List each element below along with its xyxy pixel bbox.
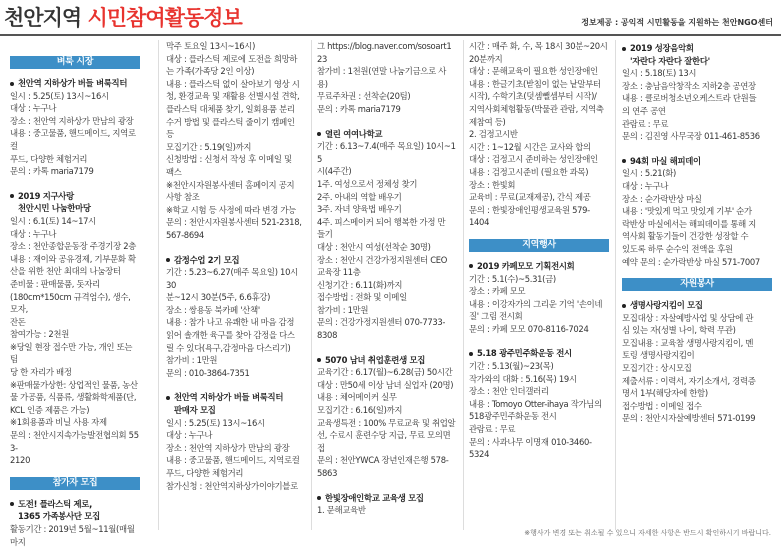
detail-line: 물 가공품, 식품류, 생활화학제품(단, xyxy=(10,392,137,403)
detail-line: 시간 : 매주 화, 수, 목 18시 30분~20시 xyxy=(469,41,608,51)
detail-line: 작가와의 대화 : 5.16(목) 19시 xyxy=(469,373,577,384)
column-divider xyxy=(463,40,464,530)
bullet-icon xyxy=(317,358,321,362)
detail-line: 문의 : 사과나무 이명재 010-3460- xyxy=(469,436,592,447)
detail-line: 대상 : 플라스틱 제로에 도전을 희망하 xyxy=(166,53,298,64)
detail-line: 락반상 마실에서는 해피데이를 통해 지 xyxy=(622,218,757,229)
detail-line: 내용 : Tomoyo Otter-ihaya 작가님의 xyxy=(469,398,602,409)
detail-line: 등 xyxy=(166,129,174,140)
detail-line: 20분까지 xyxy=(469,53,503,64)
detail-line: 접 xyxy=(317,442,325,453)
title-main: 천안지역 xyxy=(4,6,88,30)
detail-line: 내용 : 참가 나고 유쾌한 내 마음 감정 xyxy=(166,317,295,328)
provider-note: 정보제공 : 공익적 시민활동을 지원하는 천안NGO센터 xyxy=(581,18,773,27)
detail-line: 참가신청 : 천안역지하상가이야기블로 xyxy=(166,480,298,491)
event-title: 천안역 지하상가 버들 벼룩직터 xyxy=(10,77,140,90)
detail-line: 기간 : 6.13~7.4(매주 목요일) 10시~15 xyxy=(317,141,456,164)
event-details xyxy=(317,366,456,479)
detail-line: 접수방법 : 전화 및 이메일 xyxy=(317,292,407,303)
detail-line: 활동기간 : 2019년 5월~11월(매월 마지 xyxy=(10,524,137,547)
event-title: 5.18 광주민주화운동 전시 xyxy=(469,347,609,360)
detail-line: 문의 : 010-3864-7351 xyxy=(166,367,250,378)
detail-line: 문의 : 천안시자원봉사센터 521-2318, xyxy=(166,217,302,228)
detail-line: 푸드, 다양한 체험거리 xyxy=(10,153,88,164)
bullet-icon xyxy=(469,352,473,356)
detail-line: 릴 수 있다(욕구,감정마음 다스리기) xyxy=(166,342,291,353)
detail-line: 문의 : 김진영 사무국장 011-461-8536 xyxy=(622,131,760,142)
detail-line: 시작), 수학기초(덧셈뺄셈부터 시작)/ xyxy=(469,91,597,102)
detail-line: 1. 문해교육반 xyxy=(317,505,366,516)
detail-line: 4주. 피스메이커 되어 행복한 가정 만 xyxy=(317,216,446,227)
event-details xyxy=(166,417,305,493)
detail-line: 당 한 자리가 배정 xyxy=(10,367,72,378)
detail-line: 푸드, 다양한 체험거리 xyxy=(166,468,244,478)
section-header-volunteer: 자원봉사 xyxy=(622,278,772,291)
event-title: 2019 카페모모 기획전시회 xyxy=(469,260,609,273)
detail-line: 장소 : 쌍용동 북카페 '산책' xyxy=(166,304,260,315)
detail-line: 2주. 아내의 역할 배우기 xyxy=(317,191,402,202)
section-header-flea-market: 벼룩 시장 xyxy=(10,56,140,69)
detail-line: 는 가족(가족당 2인 이상) xyxy=(166,66,255,77)
event-details xyxy=(469,40,609,229)
bullet-icon xyxy=(469,264,473,268)
detail-line: 문의 : 카페 모모 070-8116-7024 xyxy=(469,323,589,334)
detail-line: 선, 수료시 훈련수당 지급, 무료 모의면 xyxy=(317,430,451,441)
event-title: 생명사랑지킴이 모집 xyxy=(622,299,772,312)
section-header-local-events: 지역행사 xyxy=(469,239,609,252)
event-title: 94회 마실 해피데이 xyxy=(622,155,772,168)
detail-line: 대상 : 누구나 xyxy=(622,180,669,191)
event-title: 5070 남녀 취업훈련생 모집 xyxy=(317,354,456,367)
detail-line: 모집기간 : 5.19(일)까지 xyxy=(166,141,252,152)
detail-line: 플라스틱 대체품 찾기, 일회용품 분리 xyxy=(166,103,295,114)
detail-line: 일시 : 5.21(화) xyxy=(622,168,676,179)
event-title: 천안역 지하상가 버들 벼룩직터 xyxy=(166,391,305,404)
section-header-recruit: 참가자 모집 xyxy=(10,477,140,490)
event-subtitle: '자란다 자란다 잘한다' xyxy=(630,55,710,66)
detail-line: 2. 검정고시반 xyxy=(469,129,518,140)
detail-line: 장소 : 천안시 건강가정지원센터 CEO xyxy=(317,254,448,265)
detail-line: 산을 위한 천안 최대의 나눔장터 xyxy=(10,266,121,277)
event-details xyxy=(10,215,140,467)
event-title: 도전! 플라스틱 제로, xyxy=(10,498,140,511)
detail-line: 기간 : 5.1(수)~5.31(금) xyxy=(469,273,556,284)
detail-line: 1주. 여성으로서 정체성 찾기 xyxy=(317,178,418,189)
detail-line: 제출서류 : 이력서, 자기소개서, 경력증 xyxy=(622,375,756,386)
event-subtitle: 1365 가족봉사단 모집 xyxy=(18,511,100,522)
detail-line: 내용 : 플라스틱 없이 살아보기 영상 시 xyxy=(166,78,300,89)
detail-line: 관람료 : 무료 xyxy=(469,424,516,435)
column-divider xyxy=(311,40,312,530)
detail-line: 모집대상 : 자살예방사업 및 상담에 관 xyxy=(622,312,754,323)
detail-line: 내용 : 중고물품, 핸드메이드, 지역로컬 xyxy=(10,128,136,151)
detail-line: 문의 : 건강가정지원센터 070-7733- xyxy=(317,317,446,328)
column-3 xyxy=(317,40,456,538)
column-divider xyxy=(615,40,616,530)
detail-line: 장소 : 천안역 지하상가 만남의 광장 xyxy=(166,442,290,453)
detail-line: 대상 : 검정고시 준비하는 성인장애인 xyxy=(469,154,598,165)
bullet-icon xyxy=(622,159,626,163)
detail-line: 5863 xyxy=(317,468,338,478)
detail-line: 교육기간 : 6.17(월)~6.28(금) 50시간 xyxy=(317,367,453,378)
event-details xyxy=(622,312,772,425)
detail-line: 들기 xyxy=(317,229,333,240)
event-subtitle: 판매자 모집 xyxy=(174,405,216,416)
bullet-icon xyxy=(10,82,14,86)
detail-line: ※1회용품과 비닐 사용 자제 xyxy=(10,417,107,428)
detail-line: 문의 : 한빛장애인평생교육원 579- xyxy=(469,204,590,215)
detail-line: (180cm*150cm 규격엄수), 생수, 모자, xyxy=(10,291,133,315)
detail-line: 참가비 : 1만원 xyxy=(317,304,369,315)
footnote: ※행사가 변경 또는 취소될 수 있으니 자세한 사항은 반드시 확인하시기 바랍니다. xyxy=(524,529,771,537)
detail-line: 기간 : 5.13(월)~23(목) xyxy=(469,361,554,372)
detail-line: 토링 생명사랑지킴이 xyxy=(622,350,695,361)
event-details xyxy=(469,273,609,336)
detail-line: 시(4주간) xyxy=(317,166,352,177)
detail-line: 대상 : 누구나 xyxy=(10,103,57,114)
bullet-icon xyxy=(166,258,170,262)
detail-line: 잔돈 xyxy=(10,316,26,327)
event-title: 열린 여여나학교 xyxy=(317,128,456,141)
bullet-icon xyxy=(317,496,321,500)
header xyxy=(0,0,781,34)
column-2 xyxy=(166,40,305,538)
event-details xyxy=(469,360,609,461)
event-subtitle: 천안시민 나눔한마당 xyxy=(18,203,91,214)
detail-line: 지역사회체험활동(박물관 관람, 지역축 xyxy=(469,103,604,114)
detail-line: 수거 방법 및 플라스틱 줄이기 캠페인 xyxy=(166,116,295,127)
detail-line: 교육생특전 : 100% 무료교육 및 취업알 xyxy=(317,417,456,428)
bullet-icon xyxy=(622,47,626,51)
detail-line: 교육비 : 무료(교재제공), 간식 제공 xyxy=(469,192,591,203)
detail-line: 예약 문의 : 순가락반상 마실 571-7007 xyxy=(622,256,760,267)
event-title: 2019 성장음악회 xyxy=(622,42,772,55)
detail-line: 대상 : 문해교육이 필요한 성인장애인 xyxy=(469,66,598,77)
detail-line: 518광주민주화운동 전시 xyxy=(469,411,557,422)
detail-line: 장소 : 천안종합운동장 주경기장 2층 xyxy=(10,241,137,252)
event-details xyxy=(317,40,456,116)
detail-line: KCL 인증 제품은 가능) xyxy=(10,404,90,415)
event-details xyxy=(317,504,456,517)
detail-line: 일시 : 5.25(토) 13시~16시 xyxy=(166,417,265,428)
detail-line: 팩스 xyxy=(166,166,182,177)
detail-line: 막주 토요일 13시~16시) xyxy=(166,41,256,51)
detail-line: 시간 : 1~12월 시간은 교사와 합의 xyxy=(469,141,591,152)
page-title xyxy=(4,2,242,32)
event-details xyxy=(10,523,140,548)
column-5 xyxy=(622,40,772,538)
bullet-icon xyxy=(622,304,626,308)
bullet-icon xyxy=(166,396,170,400)
detail-line: 장소 : 천안 인더갤러리 xyxy=(469,386,549,397)
detail-line: 내용 : 클로버청소년오케스트라 단원들 xyxy=(622,93,757,104)
event-details xyxy=(166,266,305,379)
detail-line: 명서 1부(해당자에 한함) xyxy=(622,388,708,399)
detail-line: 대상 : 누구나 xyxy=(10,228,57,239)
detail-line: 그 https://blog.naver.com/sosoart123 xyxy=(317,41,452,64)
title-accent: 시민참여활동정보 xyxy=(87,6,242,30)
detail-line: 내용 : 중고물품, 핸드메이드, 지역로컬 xyxy=(166,455,300,466)
bullet-icon xyxy=(10,194,14,198)
detail-line: 장소 : 카페 모모 xyxy=(469,286,526,297)
detail-line: 내용 : 체어메이커 실무 xyxy=(317,392,397,403)
detail-line: 문의 : 카톡 maria7179 xyxy=(10,166,94,177)
event-title: 2019 지구사랑 xyxy=(10,190,140,203)
detail-line: 질' 그림 전시회 xyxy=(469,311,523,322)
detail-line: 참가비 : 1만원 xyxy=(166,355,218,366)
event-details xyxy=(166,40,305,242)
detail-line: 1404 xyxy=(469,217,490,228)
detail-line: 관람료 : 무료 xyxy=(622,118,669,129)
detail-line: 2120 xyxy=(10,455,31,466)
detail-line: 의 연주 공연 xyxy=(622,105,666,116)
event-details xyxy=(622,67,772,143)
detail-line: 역사회 활동기들이 건강한 성장할 수 xyxy=(622,231,749,242)
detail-line: 내용 : 이강자가의 그리운 기억 '손이네 xyxy=(469,298,603,309)
detail-line: 있도록 하루 순수익 전액을 후원 xyxy=(622,243,733,254)
event-details xyxy=(317,140,456,342)
detail-line: 읽어 솔개한 육구를 찾아 감정을 다스 xyxy=(166,330,295,341)
detail-line: 모집내용 : 교육참 생명사랑지킴이, 멘 xyxy=(622,337,754,348)
detail-line: 무료주차권 : 선착순(20팀) xyxy=(317,91,411,102)
detail-line: 장소 : 충남음악창작소 지하2층 공연장 xyxy=(622,80,756,91)
detail-line: 참가비 : 1천원(연말 나눔기금으로 사용) xyxy=(317,66,447,89)
detail-line: 내용 : 검정고시준비 (필요한 과목) xyxy=(469,166,589,177)
detail-line: 기간 : 5.23~6.27(매주 목요일) 10시 30 xyxy=(166,267,301,290)
detail-line: 장소 : 천안역 지하상가 만남의 광장 xyxy=(10,115,134,126)
detail-line: 5324 xyxy=(469,449,490,460)
bullet-icon xyxy=(317,132,321,136)
detail-line: 장소 : 한빛회 xyxy=(469,179,516,190)
detail-line: 일시 : 6.1(토) 14~17시 xyxy=(10,215,96,226)
column-divider xyxy=(158,40,159,530)
detail-line: 신청기간 : 6.11(화)까지 xyxy=(317,279,403,290)
detail-line: ※학교 시험 등 사정에 따라 변경 가능 xyxy=(166,204,296,215)
detail-line: 분~12시 30분(5주, 6.6휴강) xyxy=(166,292,271,303)
detail-line: 심 있는 자(성별 나이, 학력 무관) xyxy=(622,325,736,336)
bullet-icon xyxy=(10,502,14,506)
detail-line: 문의 : 천안시지속가능발전협의회 553- xyxy=(10,430,139,453)
detail-line: 제참여 등) xyxy=(469,116,506,127)
detail-line: 신청방법 : 신청서 작성 후 이메일 및 xyxy=(166,154,292,165)
detail-line: 모집기간 : 상시모집 xyxy=(622,363,692,374)
detail-line: 참여가능 : 2천원 xyxy=(10,329,70,340)
detail-line: 내용 : '맛있게 먹고 맛있게 기부' 순가 xyxy=(622,206,752,217)
detail-line: 대상 : 누구나 xyxy=(166,430,213,441)
detail-line: ※천안시자원봉사센터 홈페이지 공지 xyxy=(166,179,295,190)
detail-line: 교육장 11층 xyxy=(317,267,361,278)
event-title: 감정수업 2기 모집 xyxy=(166,254,305,267)
detail-line: 청, 환경교육 및 재활용 선별시설 견학, xyxy=(166,91,300,102)
column-4 xyxy=(469,40,609,538)
detail-line: 3주. 자녀 양육법 배우기 xyxy=(317,204,402,215)
column-1 xyxy=(10,40,140,547)
detail-line: 일시 : 5.18(토) 13시 xyxy=(622,68,697,79)
detail-line: 567-8694 xyxy=(166,229,204,240)
detail-line: 내용 : 재이와 공유경제, 기부문화 확 xyxy=(10,253,136,264)
event-details xyxy=(10,90,140,178)
detail-line: 문의 : 카톡 maria7179 xyxy=(317,103,401,114)
detail-line: 장소 : 순가락반상 마실 xyxy=(622,193,702,204)
detail-line: 문의 : 천안YWCA 장년인재은행 578- xyxy=(317,455,449,466)
detail-line: 내용 : 한글기초(받침이 없는 낱말부터 xyxy=(469,78,601,89)
detail-line: 대상 : 만50세 이상 남녀 실업자 (20명) xyxy=(317,379,454,390)
detail-line: ※당일 현장 접수만 가능, 개인 또는 팀 xyxy=(10,341,135,365)
detail-line: 접수방법 : 이메일 접수 xyxy=(622,400,702,411)
detail-line: 일시 : 5.25(토) 13시~16시 xyxy=(10,90,109,101)
detail-line: 사항 참조 xyxy=(166,192,200,203)
event-details xyxy=(622,167,772,268)
detail-line: ※판매물가상한: 상업적인 물품, 농산 xyxy=(10,379,138,390)
detail-line: 준비물 : 판매물품, 돗자리 xyxy=(10,278,100,289)
detail-line: 문의 : 천안시자살예방센터 571-0199 xyxy=(622,413,756,424)
event-title: 한빛장애인학교 교육생 모집 xyxy=(317,492,456,505)
detail-line: 모집기간 : 6.16(일)까지 xyxy=(317,405,403,416)
detail-line: 8308 xyxy=(317,330,338,341)
header-rule xyxy=(0,34,781,36)
detail-line: 대상 : 천안시 여성(선착순 30명) xyxy=(317,241,431,252)
